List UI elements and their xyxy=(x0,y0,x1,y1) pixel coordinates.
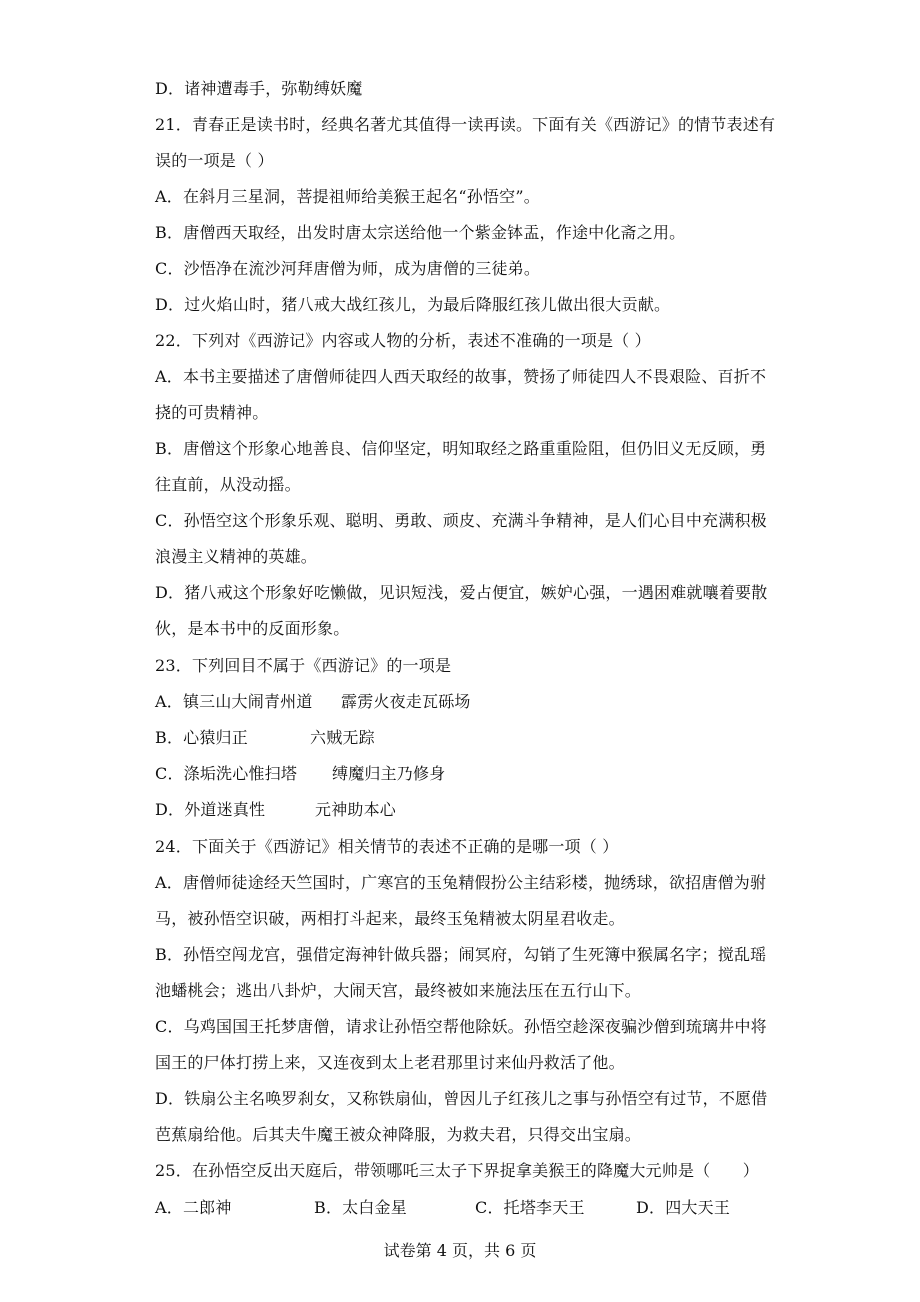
q21-stem-line-2: 误的一项是（ ） xyxy=(155,151,274,170)
q22-option-d-line-1: D．猪八戒这个形象好吃懒做，见识短浅，爱占便宜，嫉妒心强，一遇困难就嚷着要散 xyxy=(155,583,768,602)
q24-option-b-line-1: B．孙悟空闯龙宫，强借定海神针做兵器；闹冥府，勾销了生死簿中猴属名字；搅乱瑶 xyxy=(155,945,767,964)
q22-option-d-line-2: 伙，是本书中的反面形象。 xyxy=(155,619,350,638)
q22-option-b-line-1: B．唐僧这个形象心地善良、信仰坚定，明知取经之路重重险阻，但仍旧义无反顾，勇 xyxy=(155,439,767,458)
q22-option-a-line-1: A．本书主要描述了唐僧师徒四人西天取经的故事，赞扬了师徒四人不畏艰险、百折不 xyxy=(155,367,767,386)
q23-option-b xyxy=(155,728,375,748)
q24-option-d-line-2: 芭蕉扇给他。后其夫牛魔王被众神降服，为救夫君，只得交出宝扇。 xyxy=(155,1125,642,1144)
page-footer: 试卷第 4 页，共 6 页 xyxy=(383,1241,537,1260)
q24-option-b-line-2: 池蟠桃会；逃出八卦炉，大闹天宫，最终被如来施法压在五行山下。 xyxy=(155,981,642,1000)
q23-option-a-right: 霹雳火夜走瓦砾场 xyxy=(341,692,471,711)
q23-option-d xyxy=(155,800,396,820)
q21-option-d: D．过火焰山时，猪八戒大战红孩儿，为最后降服红孩儿做出很大贡献。 xyxy=(155,295,671,314)
q25-option-c: C．托塔李天王 xyxy=(475,1198,585,1217)
q25-stem: 25．在孙悟空反出天庭后，带领哪吒三太子下界捉拿美猴王的降魔大元帅是（ ） xyxy=(155,1161,759,1180)
q25-options xyxy=(155,1198,730,1218)
q24-option-c-line-1: C．乌鸡国国王托梦唐僧，请求让孙悟空帮他除妖。孙悟空趁深夜骗沙僧到琉璃井中将 xyxy=(155,1017,767,1036)
q20-option-d: D．诸神遭毒手，弥勒缚妖魔 xyxy=(155,79,363,98)
q22-option-c-line-2: 浪漫主义精神的英雄。 xyxy=(155,547,318,566)
q22-stem: 22．下列对《西游记》内容或人物的分析，表述不准确的一项是（ ） xyxy=(155,331,651,350)
q23-option-b-right: 六贼无踪 xyxy=(310,728,375,747)
q24-option-d-line-1: D．铁扇公主名唤罗刹女，又称铁扇仙，曾因儿子红孩儿之事与孙悟空有过节，不愿借 xyxy=(155,1089,768,1108)
q24-option-a-line-2: 马，被孙悟空识破，两相打斗起来，最终玉兔精被太阴星君收走。 xyxy=(155,909,625,928)
q23-option-c-left: C．涤垢洗心惟扫塔 xyxy=(155,764,298,783)
q24-option-a-line-1: A．唐僧师徒途经天竺国时，广寒宫的玉兔精假扮公主结彩楼，抛绣球，欲招唐僧为驸 xyxy=(155,873,767,892)
q23-stem: 23．下列回目不属于《西游记》的一项是 xyxy=(155,656,452,675)
q23-option-d-right: 元神助本心 xyxy=(315,800,397,819)
q22-option-b-line-2: 往直前，从没动摇。 xyxy=(155,475,301,494)
q21-stem-line-1: 21．青春正是读书时，经典名著尤其值得一读再读。下面有关《西游记》的情节表述有 xyxy=(155,115,776,134)
q25-option-d: D．四大天王 xyxy=(636,1198,731,1217)
q23-option-a xyxy=(155,692,471,712)
q25-option-b: B．太白金星 xyxy=(314,1198,407,1217)
q23-option-c xyxy=(155,764,445,784)
q21-option-c: C．沙悟净在流沙河拜唐僧为师，成为唐僧的三徒弟。 xyxy=(155,259,541,278)
q21-option-a: A．在斜月三星洞，菩提祖师给美猴王起名“孙悟空”。 xyxy=(155,187,540,206)
q25-option-a: A．二郎神 xyxy=(155,1198,232,1217)
q22-option-a-line-2: 挠的可贵精神。 xyxy=(155,403,269,422)
q24-option-c-line-2: 国王的尸体打捞上来，又连夜到太上老君那里讨来仙丹救活了他。 xyxy=(155,1053,625,1072)
q23-option-c-right: 缚魔归主乃修身 xyxy=(332,764,446,783)
q24-stem: 24．下面关于《西游记》相关情节的表述不正确的是哪一项（ ） xyxy=(155,837,619,856)
q23-option-b-left: B．心猿归正 xyxy=(155,728,248,747)
q23-option-a-left: A．镇三山大闹青州道 xyxy=(155,692,313,711)
q22-option-c-line-1: C．孙悟空这个形象乐观、聪明、勇敢、顽皮、充满斗争精神，是人们心目中充满积极 xyxy=(155,511,767,530)
q21-option-b: B．唐僧西天取经，出发时唐太宗送给他一个紫金钵盂，作途中化斋之用。 xyxy=(155,223,686,242)
q23-option-d-left: D．外道迷真性 xyxy=(155,800,266,819)
